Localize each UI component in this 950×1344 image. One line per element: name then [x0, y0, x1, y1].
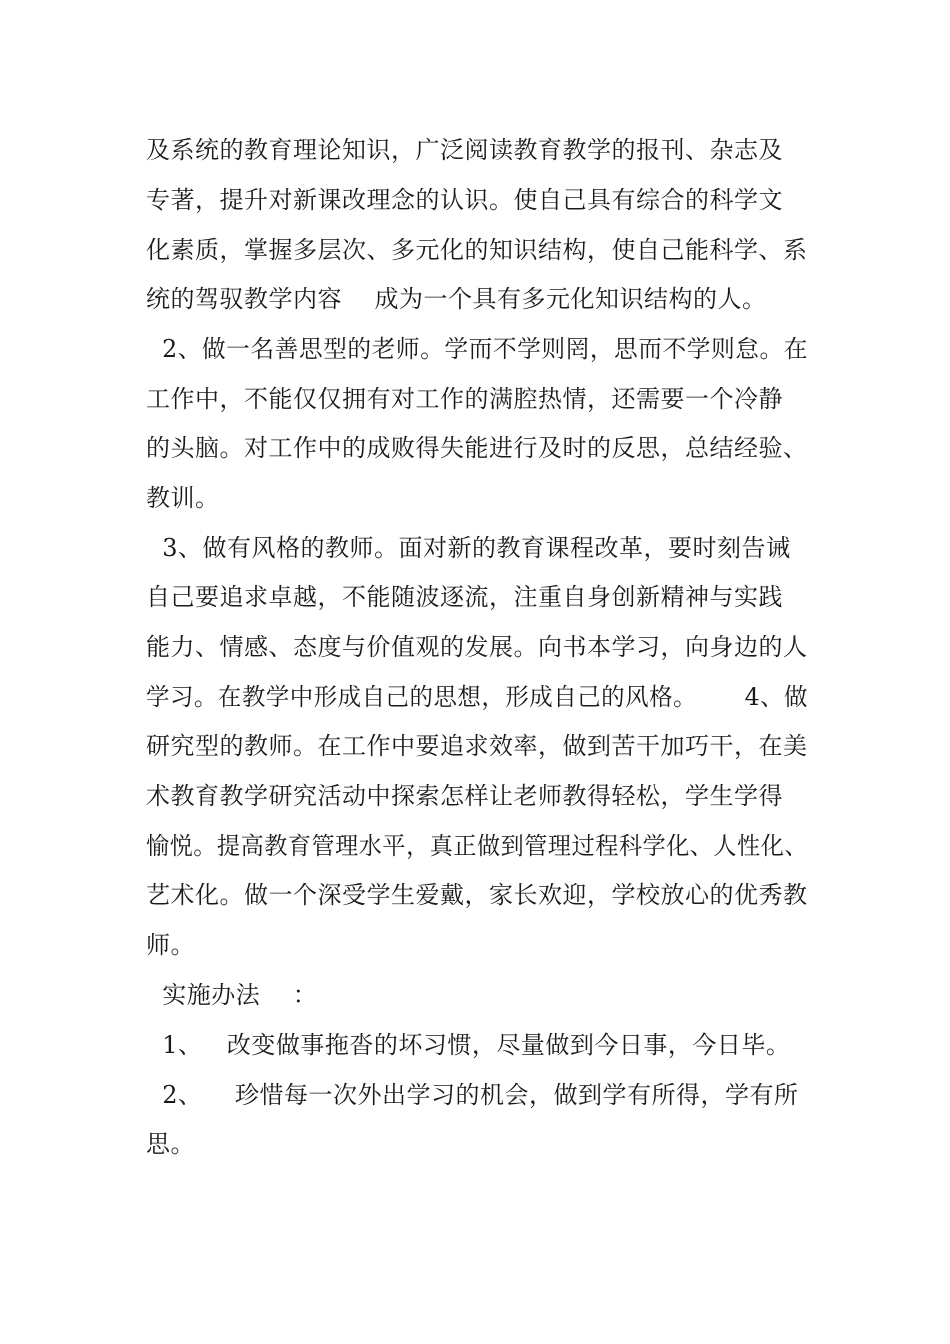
- text-line: 研究型的教师。在工作中要追求效率，做到苦干加巧干，在美: [146, 732, 808, 760]
- text-line: 统的驾驭教学内容 成为一个具有多元化知识结构的人。: [146, 285, 767, 313]
- text-line: 艺术化。做一个深受学生爱戴，家长欢迎，学校放心的优秀教: [146, 881, 808, 909]
- text-line: 能力、情感、态度与价值观的发展。向书本学习，向身边的人: [146, 633, 808, 661]
- text-line: 实施办法 ：: [146, 981, 318, 1009]
- text-line: 愉悦。提高教育管理水平，真正做到管理过程科学化、人性化、: [146, 832, 808, 860]
- text-line: 2、做一名善思型的老师。学而不学则罔，思而不学则怠。在: [146, 335, 809, 363]
- text-line: 教训。: [146, 484, 220, 512]
- text-line: 2、 珍惜每一次外出学习的机会，做到学有所得，学有所: [146, 1081, 799, 1109]
- text-line: 思。: [146, 1130, 195, 1158]
- text-line: 3、做有风格的教师。面对新的教育课程改革，要时刻告诫: [146, 534, 791, 562]
- text-line: 工作中，不能仅仅拥有对工作的满腔热情，还需要一个冷静: [146, 385, 783, 413]
- text-line: 术教育教学研究活动中探索怎样让老师教得轻松，学生学得: [146, 782, 783, 810]
- text-line: 专著，提升对新课改理念的认识。使自己具有综合的科学文: [146, 186, 783, 214]
- text-line: 自己要追求卓越，不能随波逐流，注重自身创新精神与实践: [146, 583, 783, 611]
- text-line: 及系统的教育理论知识，广泛阅读教育教学的报刊、杂志及: [146, 136, 783, 164]
- text-line: 化素质，掌握多层次、多元化的知识结构，使自己能科学、系: [146, 236, 808, 264]
- text-line: 的头脑。对工作中的成败得失能进行及时的反思，总结经验、: [146, 434, 808, 462]
- text-line: 学习。在教学中形成自己的思想，形成自己的风格。 4、做: [146, 683, 809, 711]
- text-line: 师。: [146, 931, 195, 959]
- text-line: 1、 改变做事拖沓的坏习惯，尽量做到今日事，今日毕。: [146, 1031, 791, 1059]
